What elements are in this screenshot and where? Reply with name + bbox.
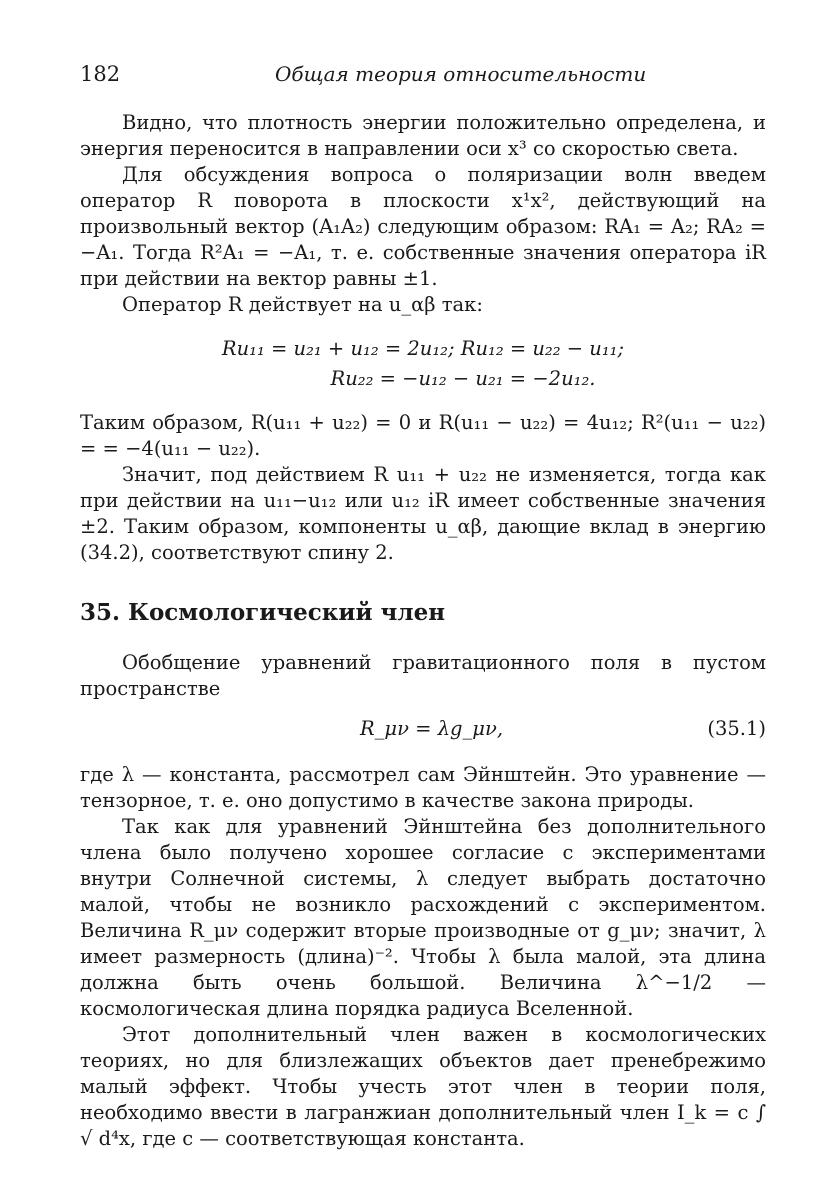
paragraph-thus: Таким образом, R(u₁₁ + u₂₂) = 0 и R(u₁₁ − u₂₂) = 4u₁₂; R²(u₁₁ − u₂₂) = = −4(u₁₁ − u₂₂). [80, 411, 766, 460]
equation-35-1-number: (35.1) [707, 717, 766, 740]
paragraph-operator-action: Оператор R действует на u_αβ так: [122, 293, 483, 316]
paragraph-lagrangian: Этот дополнительный член важен в космологических теориях, но для близлежащих объектов дает пренебрежимо малый эффект. Чтобы учесть этот член в теории поля, необходимо ввести в лагранжиан дополнительный член I_k = c ∫ √ d⁴x, где c — соответствующая константа. [80, 1023, 766, 1150]
section-title: 35. Космологический член [80, 599, 446, 626]
formula-line-1: Ru₁₁ = u₂₁ + u₁₂ = 2u₁₂; Ru₁₂ = u₂₂ − u₁₁; [221, 337, 625, 360]
paragraph-lambda-constant: где λ — константа, рассмотрел сам Эйнштейн. Это уравнение — тензорное, т. е. оно допустимо в качестве закона природы. [80, 763, 766, 812]
formula-operator-r [80, 334, 766, 394]
paragraph-polarization: Для обсуждения вопроса о поляризации волн введем оператор R поворота в плоскости x¹x², действующий на произвольный вектор (A₁A₂) следующим образом: RA₁ = A₂; RA₂ = −A₁. Тогда R²A₁ = −A₁, т. е. собственные значения оператора iR при действии на вектор равны ±1. [80, 163, 766, 290]
equation-35-1 [80, 716, 766, 748]
page-header [80, 62, 766, 92]
paragraph-spin: Значит, под действием R u₁₁ + u₂₂ не изменяется, тогда как при действии на u₁₁−u₁₂ или u₁₂ iR имеет собственные значения ±2. Таким образом, компоненты u_αβ, дающие вклад в энергию (34.2), соответствуют спину 2. [80, 463, 766, 564]
paragraph-generalization: Обобщение уравнений гравитационного поля в пустом пространстве [80, 651, 766, 700]
paragraph-energy-density: Видно, что плотность энергии положительно определена, и энергия переносится в направлении оси x³ со скоростью света. [80, 111, 766, 160]
paragraph-solar-system: Так как для уравнений Эйнштейна без дополнительного члена было получено хорошее согласие с экспериментами внутри Солнечной системы, λ следует выбрать достаточно малой, чтобы не возникло расхождений с экспериментом. Величина R_μν содержит вторые производные от g_μν; значит, λ имеет размерность (длина)⁻². Чтобы λ была малой, эта длина должна быть очень большой. Величина λ^−1/2 — космологическая длина порядка радиуса Вселенной. [80, 815, 766, 1020]
equation-35-1-body: R_μν = λg_μν, [360, 717, 504, 740]
formula-line-2: Ru₂₂ = −u₁₂ − u₂₁ = −2u₁₂. [330, 367, 596, 390]
page-number: 182 [80, 62, 121, 86]
page-body [80, 110, 766, 1152]
running-title: Общая теория относительности [275, 62, 647, 86]
